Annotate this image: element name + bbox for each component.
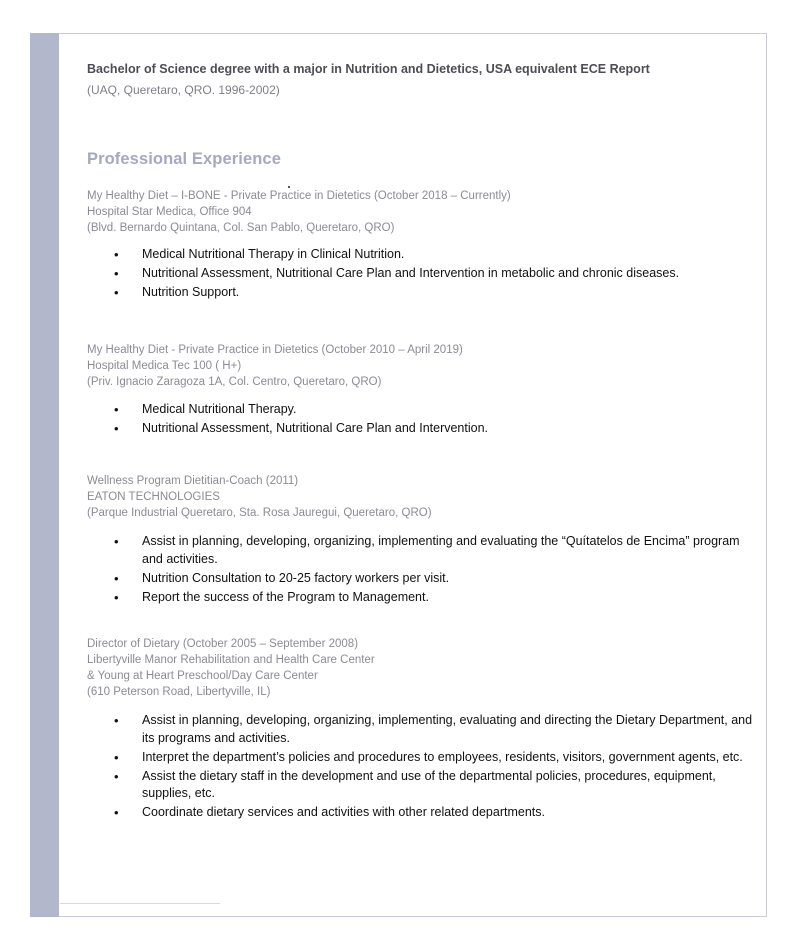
job-location-line: Hospital Star Medica, Office 904: [87, 206, 252, 218]
bullet-glyph: •: [114, 247, 119, 262]
job-entry: [87, 342, 755, 438]
bullet-text: Nutrition Support.: [142, 285, 240, 299]
job-bullet: [87, 401, 755, 419]
job-bullet: [87, 284, 755, 302]
job-location-line: Libertyville Manor Rehabilitation and Health Care Center: [87, 654, 375, 666]
bottom-mark: [60, 903, 220, 904]
job-title-line: My Healthy Diet - Private Practice in Dietetics (October 2010 – April 2019): [87, 343, 463, 356]
job-header: [87, 188, 755, 236]
job-bullet: [87, 804, 755, 822]
bullet-text: Nutrition Consultation to 20-25 factory workers per visit.: [142, 570, 450, 585]
bullet-text: Nutritional Assessment, Nutritional Care Plan and Intervention in metabolic and chronic diseases.: [142, 266, 680, 280]
job-bullet: [87, 265, 755, 283]
job-header: [87, 473, 755, 521]
job-bullet-list: [87, 712, 755, 822]
job-location-line: & Young at Heart Preschool/Day Care Center: [87, 670, 318, 682]
job-bullet: [87, 749, 755, 767]
education-degree: Bachelor of Science degree with a major in Nutrition and Dietetics, USA equivalent ECE Report: [87, 62, 650, 76]
job-address-line: (Blvd. Bernardo Quintana, Col. San Pablo, Queretaro, QRO): [87, 222, 395, 234]
bullet-glyph: •: [114, 589, 119, 605]
bullet-glyph: •: [114, 570, 119, 586]
job-bullet: [87, 533, 755, 568]
bullet-text: Medical Nutritional Therapy in Clinical Nutrition.: [142, 247, 405, 261]
job-location-line: Hospital Medica Tec 100 ( H+): [87, 359, 242, 372]
bullet-text: Report the success of the Program to Management.: [142, 589, 429, 604]
job-bullet: [87, 570, 755, 588]
bullet-glyph: •: [114, 534, 119, 549]
job-address-line: (Parque Industrial Queretaro, Sta. Rosa Jauregui, Queretaro, QRO): [87, 507, 432, 519]
bullet-text: Medical Nutritional Therapy.: [142, 401, 297, 416]
job-bullet: [87, 768, 755, 803]
job-header: [87, 636, 755, 700]
bullet-text: Nutritional Assessment, Nutritional Care Plan and Intervention.: [142, 420, 489, 435]
job-bullet-list: [87, 401, 755, 438]
bullet-text: Assist the dietary staff in the development and use of the departmental policies, procedures, equipment, supplies, etc.: [142, 768, 716, 800]
job-company-line: EATON TECHNOLOGIES: [87, 491, 220, 503]
bullet-glyph: •: [114, 805, 119, 820]
bullet-text: Assist in planning, developing, organizing, implementing, evaluating and directing the Dietary Department, and its programs and activities.: [142, 713, 753, 745]
job-entry: [87, 188, 755, 302]
education-institution: (UAQ, Queretaro, QRO. 1996-2002): [87, 83, 280, 97]
job-address-line: (610 Peterson Road, Libertyville, IL): [87, 686, 271, 698]
resume-content: [87, 58, 755, 823]
bullet-text: Interpret the department’s policies and procedures to employees, residents, visitors, government agents, etc.: [142, 749, 743, 764]
job-address-line: (Priv. Ignacio Zaragoza 1A, Col. Centro, Queretaro, QRO): [87, 375, 382, 388]
bullet-glyph: •: [114, 713, 119, 728]
document-side-bar: [30, 33, 59, 917]
bullet-glyph: •: [114, 749, 119, 765]
section-title-professional-experience: Professional Experience: [87, 150, 281, 168]
job-bullet-list: [87, 246, 755, 302]
bullet-glyph: •: [114, 401, 119, 417]
bullet-text: Coordinate dietary services and activities with other related departments.: [142, 805, 545, 819]
job-title-line: Director of Dietary (October 2005 – September 2008): [87, 638, 359, 650]
bullet-glyph: •: [114, 285, 119, 300]
job-entry: [87, 473, 755, 606]
job-entry: [87, 636, 755, 822]
job-title-line: My Healthy Diet – I-BONE - Private Practice in Dietetics (October 2018 – Currently): [87, 190, 511, 202]
job-bullet: [87, 420, 755, 438]
job-bullet: [87, 246, 755, 264]
job-bullet: [87, 712, 755, 747]
job-bullet: [87, 589, 755, 607]
bullet-glyph: •: [114, 768, 119, 784]
job-title-line: Wellness Program Dietitian-Coach (2011): [87, 475, 299, 487]
bullet-glyph: •: [114, 266, 119, 281]
job-bullet-list: [87, 533, 755, 606]
bullet-text: Assist in planning, developing, organizing, implementing and evaluating the “Quítatelos de Encima” program and activities.: [142, 534, 740, 566]
job-header: [87, 342, 755, 390]
bullet-glyph: •: [114, 420, 119, 436]
